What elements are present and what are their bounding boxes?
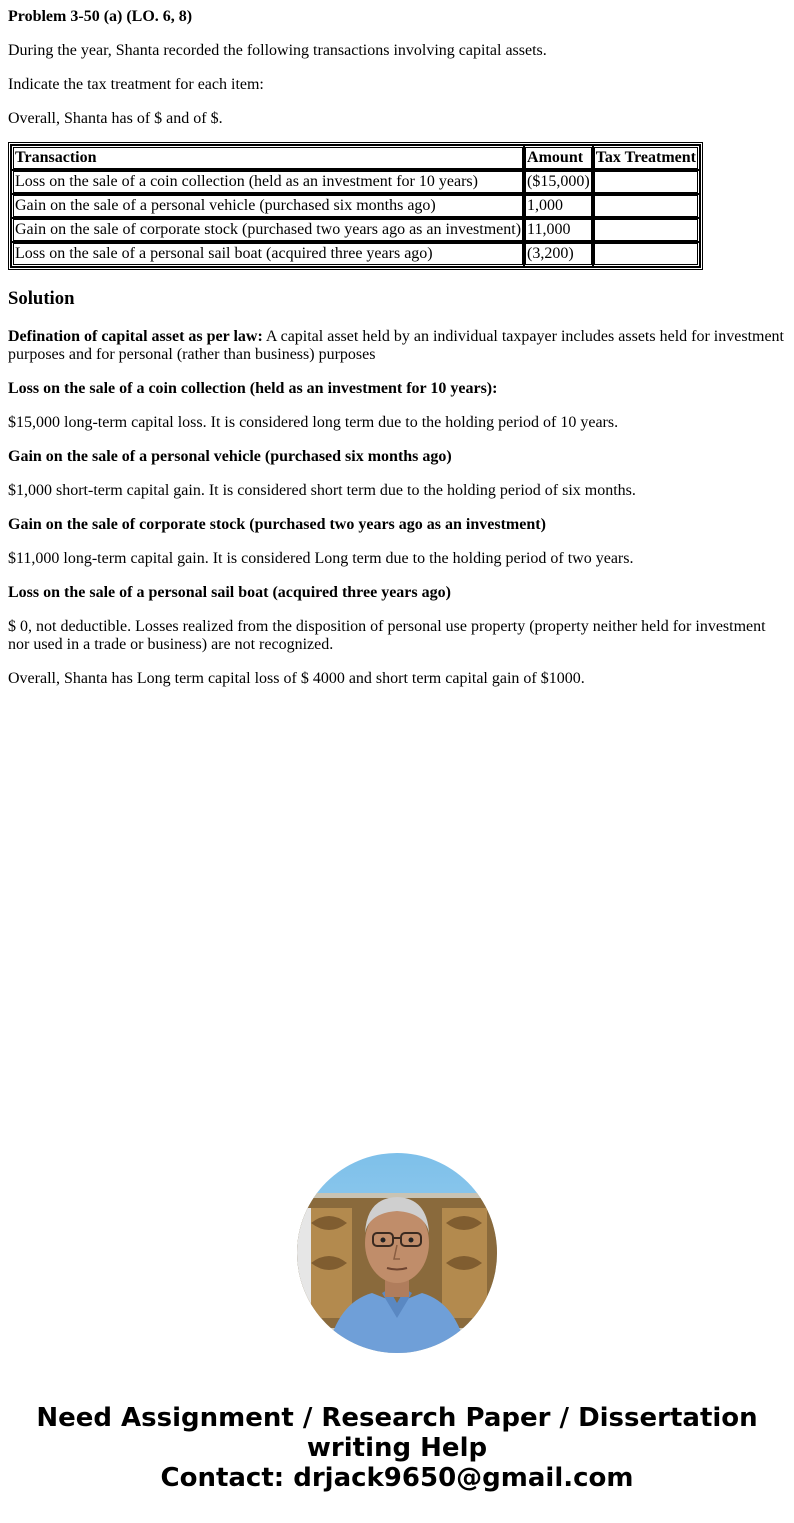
problem-intro: During the year, Shanta recorded the following transactions involving capital assets.: [8, 42, 547, 59]
cell-tax-treatment: [594, 195, 698, 217]
transactions-table: [10, 144, 701, 268]
problem-overall-blank: Overall, Shanta has of $ and of $.: [8, 110, 223, 127]
item-heading: Gain on the sale of corporate stock (purchased two years ago as an investment): [8, 516, 546, 533]
portrait-image: [297, 1153, 497, 1353]
document: [8, 0, 786, 704]
cell-transaction: Gain on the sale of a personal vehicle (purchased six months ago): [13, 195, 523, 217]
table-row: [13, 171, 698, 193]
problem-instruction: Indicate the tax treatment for each item:: [8, 76, 264, 93]
solution-heading: Solution: [8, 288, 75, 309]
problem-title: Problem 3-50 (a) (LO. 6, 8): [8, 8, 193, 25]
item-text: $11,000 long-term capital gain. It is considered Long term due to the holding period of two years.: [8, 550, 634, 567]
item-heading: Loss on the sale of a personal sail boat (acquired three years ago): [8, 584, 451, 601]
cell-tax-treatment: [594, 243, 698, 265]
cell-transaction: Loss on the sale of a personal sail boat (acquired three years ago): [13, 243, 523, 265]
cell-amount: ($15,000): [525, 171, 592, 193]
cell-tax-treatment: [594, 219, 698, 241]
table-header-row: [13, 147, 698, 169]
cell-amount: 1,000: [525, 195, 592, 217]
promo-line-2: writing Help: [306, 1433, 488, 1463]
cell-amount: (3,200): [525, 243, 592, 265]
table-row: [13, 219, 698, 241]
item-heading: Gain on the sale of a personal vehicle (purchased six months ago): [8, 448, 452, 465]
item-text: $ 0, not deductible. Losses realized from the disposition of personal use property (property neither held for investment nor used in a trade or business) are not recognized.: [8, 618, 766, 653]
cell-amount: 11,000: [525, 219, 592, 241]
cell-transaction: Loss on the sale of a coin collection (held as an investment for 10 years): [13, 171, 523, 193]
item-text: $15,000 long-term capital loss. It is considered long term due to the holding period of 10 years.: [8, 414, 619, 431]
item-heading: Loss on the sale of a coin collection (held as an investment for 10 years):: [8, 380, 498, 397]
author-photo: [297, 1153, 497, 1353]
header-transaction: Transaction: [13, 147, 523, 169]
definition-text: A capital asset held by an individual taxpayer includes assets held for investment purposes and for personal (rather than business) purposes: [8, 328, 784, 363]
definition-paragraph: [8, 328, 786, 364]
promo-line-1: Need Assignment / Research Paper / Dissertation: [36, 1403, 758, 1433]
table-row: [13, 195, 698, 217]
header-amount: Amount: [525, 147, 592, 169]
definition-label: Defination of capital asset as per law:: [8, 328, 263, 345]
table-row: [13, 243, 698, 265]
cell-transaction: Gain on the sale of corporate stock (purchased two years ago as an investment): [13, 219, 523, 241]
conclusion: Overall, Shanta has Long term capital loss of $ 4000 and short term capital gain of $1000.: [8, 670, 585, 687]
item-text: $1,000 short-term capital gain. It is considered short term due to the holding period of six months.: [8, 482, 636, 499]
promo-banner: [0, 1403, 794, 1493]
header-tax-treatment: Tax Treatment: [594, 147, 698, 169]
promo-contact[interactable]: Contact: drjack9650@gmail.com: [160, 1463, 634, 1493]
cell-tax-treatment: [594, 171, 698, 193]
